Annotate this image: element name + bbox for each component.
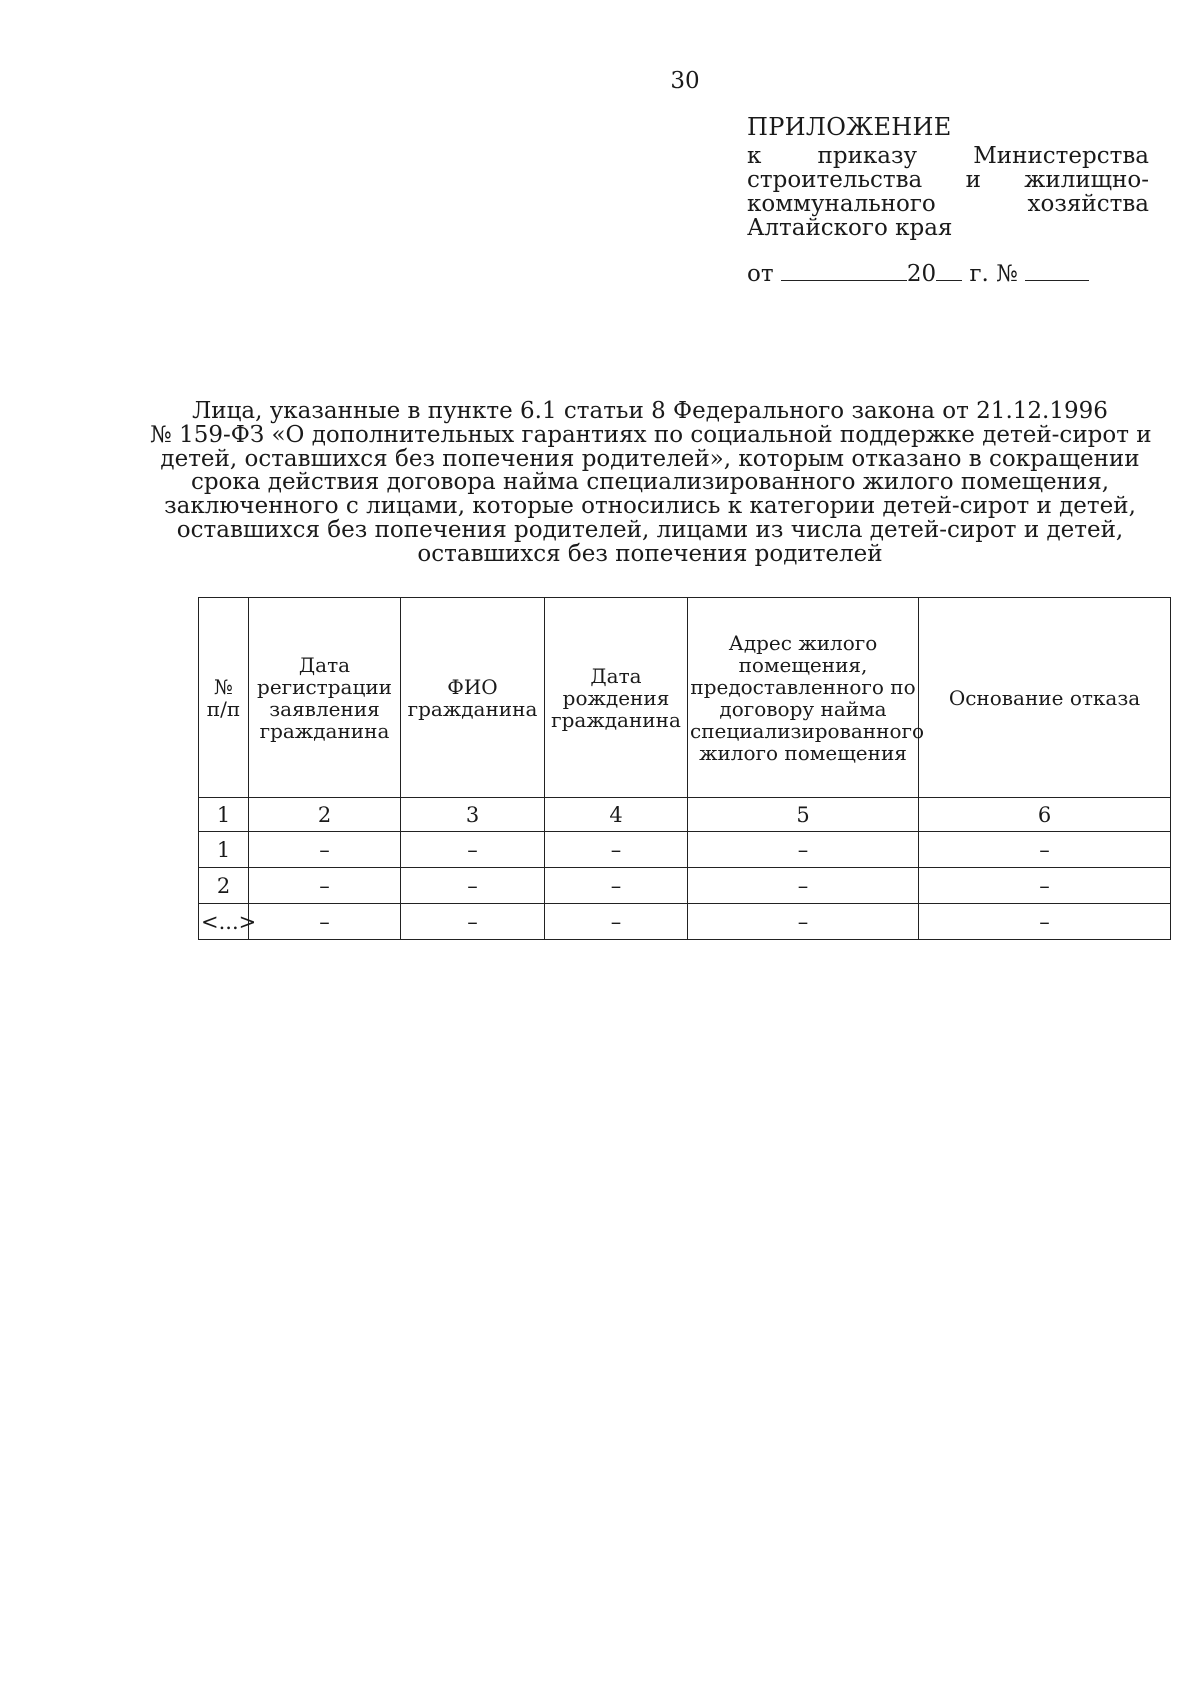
heading-line: срока действия договора найма специализированного жилого помещения, — [190, 469, 1110, 496]
table-cell: – — [919, 868, 1171, 904]
appendix-block — [747, 112, 1149, 286]
appendix-date-line — [747, 260, 1149, 286]
appendix-line-4: Алтайского края — [747, 215, 953, 241]
table-cell: – — [919, 832, 1171, 868]
column-number: 4 — [545, 798, 688, 832]
date-suffix: г. № — [969, 261, 1018, 287]
year-blank — [936, 260, 962, 281]
heading-line: оставшихся без попечения родителей — [417, 540, 883, 567]
header-registration-date: Дата регистрации заявления гражданина — [249, 598, 401, 798]
header-full-name: ФИО гражданина — [401, 598, 545, 798]
table-cell: – — [688, 868, 919, 904]
heading-line: заключенного с лицами, которые относились к категории детей-сирот и детей, — [164, 493, 1136, 520]
table-cell: – — [249, 832, 401, 868]
column-number: 3 — [401, 798, 545, 832]
table-row — [199, 832, 1171, 868]
page-number: 30 — [670, 68, 700, 94]
appendix-line-1: к приказу Министерства — [747, 143, 1149, 169]
table-cell: – — [401, 868, 545, 904]
date-blank — [781, 260, 907, 281]
heading-line: № 159-ФЗ «О дополнительных гарантиях по социальной поддержке детей-сирот и — [150, 421, 1152, 448]
column-number: 2 — [249, 798, 401, 832]
column-number: 5 — [688, 798, 919, 832]
header-refusal-reason: Основание отказа — [919, 598, 1171, 798]
heading-line: Лица, указанные в пункте 6.1 статьи 8 Федерального закона от 21.12.1996 — [192, 398, 1108, 424]
header-address: Адрес жилого помещения, предоставленного по договору найма специализированного жилого помещения — [688, 598, 919, 798]
header-row — [199, 598, 1171, 798]
header-birth-date: Дата рождения гражданина — [545, 598, 688, 798]
register-table — [198, 597, 1171, 940]
appendix-line-2: строительства и жилищно- — [747, 167, 1149, 193]
column-number: 6 — [919, 798, 1171, 832]
column-number-row — [199, 798, 1171, 832]
table-cell: – — [688, 832, 919, 868]
appendix-line-3: коммунального хозяйства — [747, 191, 1149, 217]
table-cell: – — [688, 904, 919, 940]
table-cell: 2 — [199, 868, 249, 904]
date-prefix: от — [747, 261, 774, 287]
table-cell: 1 — [199, 832, 249, 868]
table-cell: – — [401, 832, 545, 868]
table-cell: – — [919, 904, 1171, 940]
table-cell: – — [249, 904, 401, 940]
number-blank — [1025, 260, 1089, 281]
table-row — [199, 868, 1171, 904]
date-year: 20 — [906, 261, 937, 287]
table-cell: – — [545, 832, 688, 868]
table-cell: <...> — [199, 904, 249, 940]
heading-line: оставшихся без попечения родителей, лицами из числа детей-сирот и детей, — [176, 516, 1124, 543]
table-cell: – — [545, 868, 688, 904]
document-heading — [150, 400, 1150, 567]
heading-line: детей, оставшихся без попечения родителей», которым отказано в сокращении — [160, 445, 1140, 472]
header-row-number: № п/п — [199, 598, 249, 798]
table-cell: – — [249, 868, 401, 904]
table-cell: – — [401, 904, 545, 940]
appendix-title: ПРИЛОЖЕНИЕ — [747, 113, 952, 141]
column-number: 1 — [199, 798, 249, 832]
table-row — [199, 904, 1171, 940]
table-cell: – — [545, 904, 688, 940]
